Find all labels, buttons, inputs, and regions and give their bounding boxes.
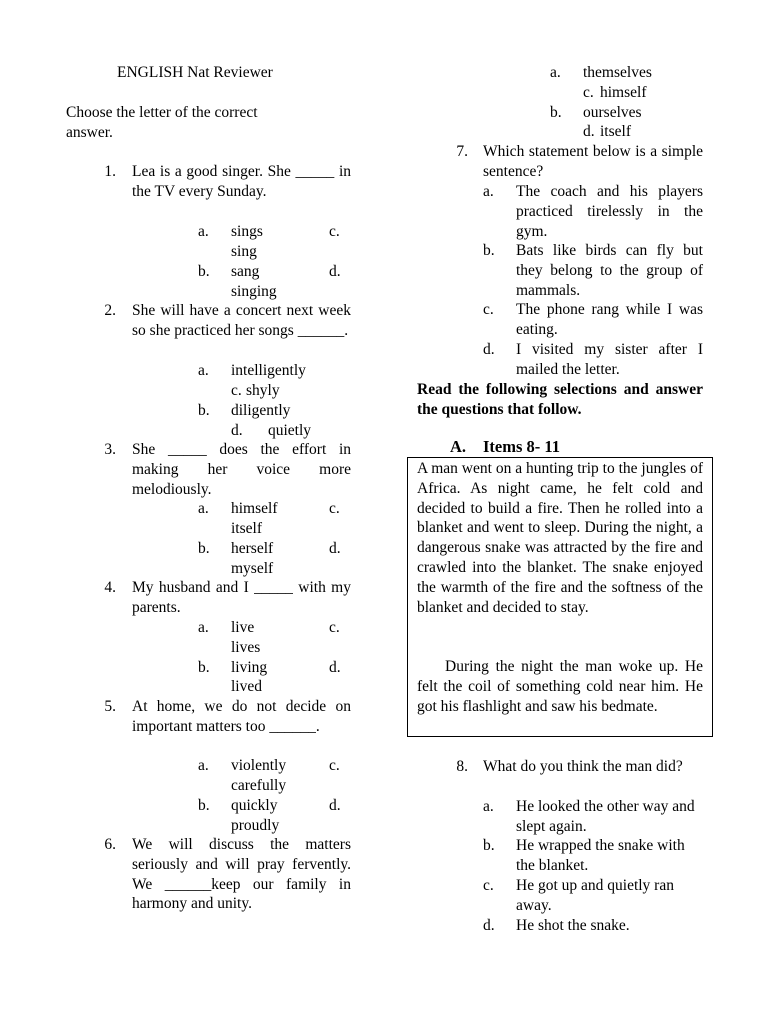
choice-text: myself: [231, 560, 274, 577]
choice-letter: a.: [198, 362, 209, 379]
choice-letter: a.: [550, 64, 561, 81]
choice-letter: a.: [483, 798, 494, 815]
question-number: 6.: [104, 836, 116, 853]
choice-text: intelligently: [231, 362, 306, 379]
page-title: ENGLISH Nat Reviewer: [117, 64, 273, 81]
question-stem: What do you think the man did?: [483, 758, 683, 775]
choice-letter: a.: [198, 619, 209, 636]
question-number: 7.: [456, 143, 468, 160]
choice-text: live: [231, 619, 255, 636]
question-stem: At home, we do not decide on important matters too ______.: [132, 698, 351, 735]
choice-text: itself: [600, 123, 631, 140]
choice-letter: d.: [583, 123, 595, 140]
choice-text: The phone rang while I was eating.: [516, 301, 703, 338]
choice-letter: d.: [231, 422, 243, 439]
choice-text: diligently: [231, 402, 291, 419]
choice-text: herself: [231, 540, 274, 557]
choice-text: He got up and quietly ran away.: [516, 877, 674, 914]
choice-letter: c.: [329, 500, 340, 517]
choice-letter: a.: [198, 500, 209, 517]
choice-text: himself: [231, 500, 278, 517]
question-stem: Lea is a good singer. She _____ in the TV every Sunday.: [132, 163, 351, 200]
choice-letter: b.: [198, 797, 210, 814]
choice-letter: c.: [483, 877, 494, 894]
question-number: 8.: [456, 758, 468, 775]
question-stem: We will discuss the matters seriously and will pray fervently. We ______keep our family in harmony and unity.: [132, 836, 351, 913]
question-number: 5.: [104, 698, 116, 715]
choice-text: ourselves: [583, 104, 642, 121]
choice-text: The coach and his players practiced tirelessly in the gym.: [516, 183, 703, 240]
choice-text: He shot the snake.: [516, 917, 630, 934]
question-stem: Which statement below is a simple sentence?: [483, 143, 703, 180]
choice-text: lived: [231, 678, 262, 695]
choice-letter: b.: [198, 263, 210, 280]
section-letter: A.: [450, 437, 467, 456]
choice-text: He looked the other way and slept again.: [516, 798, 695, 835]
choice-text: shyly: [246, 382, 280, 399]
choice-text: sing: [231, 243, 257, 260]
choice-letter: a.: [483, 183, 494, 200]
choice-text: living: [231, 659, 268, 676]
choice-letter: a.: [198, 223, 209, 240]
section-title: Items 8- 11: [483, 437, 560, 456]
choice-text: itself: [231, 520, 262, 537]
choice-letter: c.: [583, 84, 594, 101]
choice-letter: c.: [483, 301, 494, 318]
choice-letter: d.: [329, 797, 341, 814]
question-stem: She _____ does the effort in making her voice more melodiously.: [132, 441, 351, 498]
passage-paragraph-1: A man went on a hunting trip to the jungles of Africa. As night came, he felt cold and decided to build a fire. Then he rolled into a blanket and went to sleep. During the night, a dangerous snake was attracted by the fire and crawled into the blanket. The snake enjoyed the warmth of the fire and the softness of the blanket and decided to stay.: [417, 460, 703, 616]
passage-paragraph-2: During the night the man woke up. He felt the coil of something cold near him. He got his flashlight and saw his bedmate.: [417, 658, 703, 715]
choice-letter: d.: [329, 540, 341, 557]
choice-letter: c.: [231, 382, 242, 399]
choice-letter: d.: [329, 263, 341, 280]
question-number: 4.: [104, 579, 116, 596]
choice-text: himself: [600, 84, 647, 101]
selection-instruction: Read the following selections and answer the questions that follow.: [417, 381, 703, 418]
choice-letter: c.: [329, 619, 340, 636]
choice-letter: d.: [483, 341, 495, 358]
choice-text: sang: [231, 263, 260, 280]
choice-text: quickly: [231, 797, 278, 814]
choice-text: I visited my sister after I mailed the letter.: [516, 341, 703, 378]
choice-text: themselves: [583, 64, 652, 81]
choice-letter: d.: [329, 659, 341, 676]
choice-text: proudly: [231, 817, 280, 834]
question-stem: She will have a concert next week so she practiced her songs ______.: [132, 302, 351, 339]
choice-letter: c.: [329, 223, 340, 240]
choice-text: violently: [231, 757, 287, 774]
choice-letter: b.: [198, 659, 210, 676]
choice-text: singing: [231, 283, 277, 300]
choice-letter: b.: [550, 104, 562, 121]
choice-text: lives: [231, 639, 261, 656]
choice-text: carefully: [231, 777, 287, 794]
choice-letter: d.: [483, 917, 495, 934]
choice-letter: a.: [198, 757, 209, 774]
choice-letter: b.: [198, 540, 210, 557]
question-stem: My husband and I _____ with my parents.: [132, 579, 351, 616]
instructions: Choose the letter of the correct answer.: [66, 104, 258, 141]
question-number: 1.: [104, 163, 116, 180]
choice-text: Bats like birds can fly but they belong to the group of mammals.: [516, 242, 703, 299]
choice-text: sings: [231, 223, 263, 240]
choice-letter: b.: [198, 402, 210, 419]
choice-letter: b.: [483, 242, 495, 259]
choice-letter: c.: [329, 757, 340, 774]
choice-text: quietly: [268, 422, 312, 439]
question-number: 2.: [104, 302, 116, 319]
choice-letter: b.: [483, 837, 495, 854]
question-number: 3.: [104, 441, 116, 458]
choice-text: He wrapped the snake with the blanket.: [516, 837, 685, 874]
